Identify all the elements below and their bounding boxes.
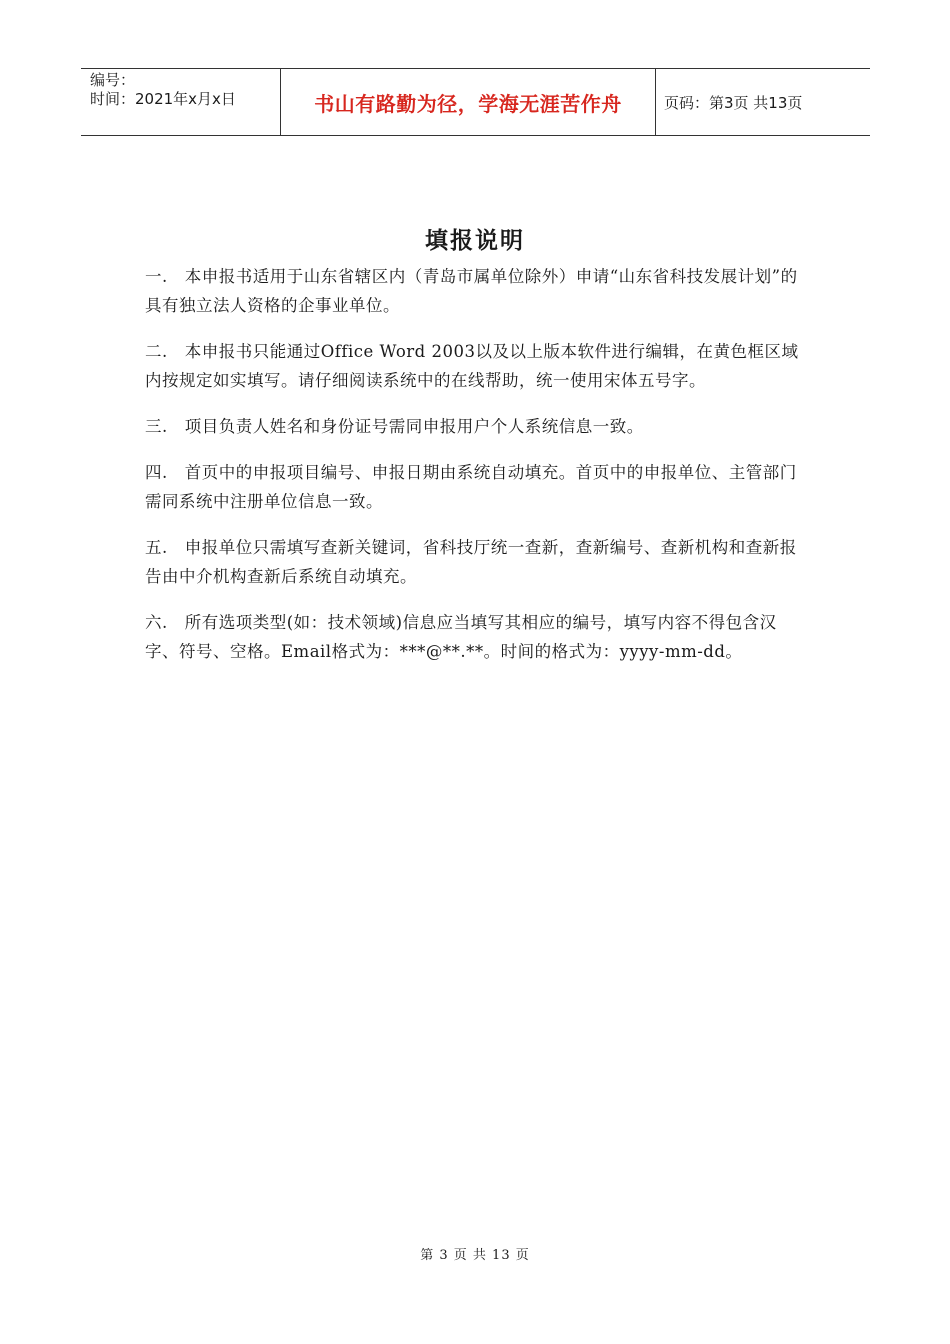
time-label: 时间：2021年x月x日	[90, 90, 236, 108]
instruction-paragraph-2: 二. 本申报书只能通过Office Word 2003以及以上版本软件进行编辑，在黄色框区域内按规定如实填写。请仔细阅读系统中的在线帮助，统一使用宋体五号字。	[145, 342, 799, 390]
page-footer: 第 3 页 共 13 页	[420, 1248, 530, 1263]
page-title: 填报说明	[425, 227, 525, 254]
number-label: 编号：	[90, 71, 136, 89]
instruction-paragraph-1: 一. 本申报书适用于山东省辖区内（青岛市属单位除外）申请“山东省科技发展计划”的具有独立法人资格的企事业单位。	[145, 267, 798, 315]
instruction-paragraph-6: 六. 所有选项类型(如：技术领域)信息应当填写其相应的编号，填写内容不得包含汉字、符号、空格。Email格式为：***@**.**。时间的格式为：yyyy-mm-dd。	[145, 613, 777, 661]
header-page-info: 页码：第3页 共13页	[664, 93, 803, 112]
header-meta	[81, 69, 281, 135]
page-header	[81, 68, 870, 136]
instructions-body	[145, 262, 807, 683]
header-motto: 书山有路勤为径，学海无涯苦作舟	[281, 69, 656, 135]
instruction-paragraph-3: 三. 项目负责人姓名和身份证号需同申报用户个人系统信息一致。	[145, 417, 644, 436]
instruction-paragraph-4: 四. 首页中的申报项目编号、申报日期由系统自动填充。首页中的申报单位、主管部门需同系统中注册单位信息一致。	[145, 463, 797, 511]
instruction-paragraph-5: 五. 申报单位只需填写查新关键词，省科技厅统一查新，查新编号、查新机构和查新报告由中介机构查新后系统自动填充。	[145, 538, 797, 586]
